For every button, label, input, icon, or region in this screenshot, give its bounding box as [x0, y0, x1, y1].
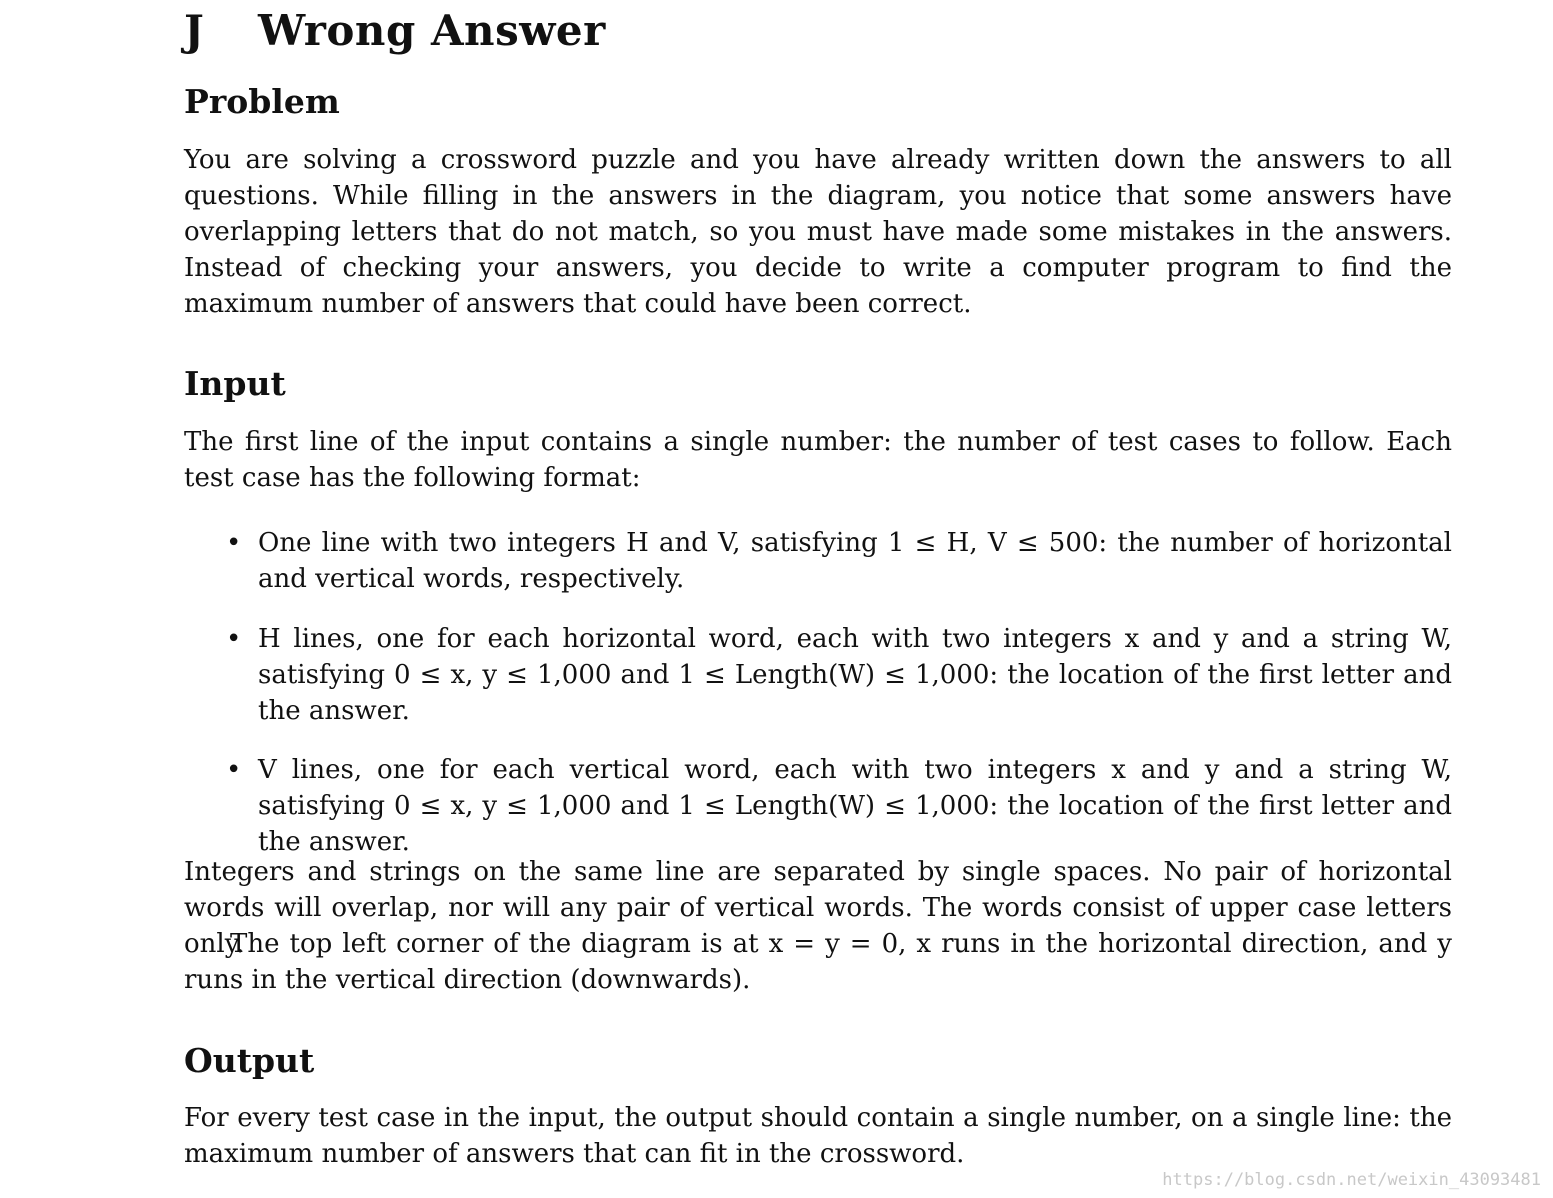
list-item-text: One line with two integers H and V, satisfying 1 ≤ H, V ≤ 500: the number of horizontal and vertical words, respectively.: [258, 528, 1452, 594]
bullet-icon: •: [226, 624, 242, 654]
list-item: [226, 525, 1452, 597]
output-heading: Output: [184, 1041, 315, 1080]
list-item: [226, 621, 1452, 729]
bullet-icon: •: [226, 755, 242, 785]
problem-letter: J: [184, 6, 205, 55]
output-text: For every test case in the input, the output should contain a single number, on a single line: the maximum number of answers that can fit in the crossword.: [184, 1103, 1452, 1169]
problem-text: You are solving a crossword puzzle and you have already written down the answers to all questions. While filling in the answers in the diagram, you notice that some answers have overlapping letters that do not match, so you must have made some mistakes in the answers. Instead of checking your answers, you decide to write a computer program to find the maximum number of answers that could have been correct.: [184, 145, 1452, 319]
input-heading: Input: [184, 364, 286, 403]
watermark: https://blog.csdn.net/weixin_43093481: [1162, 1170, 1541, 1190]
bullet-icon: •: [226, 528, 242, 558]
problem-title: [184, 6, 606, 55]
input-intro: The first line of the input contains a single number: the number of test cases to follow. Each test case has the following format:: [184, 427, 1452, 493]
list-item-text: H lines, one for each horizontal word, each with two integers x and y and a string W, satisfying 0 ≤ x, y ≤ 1,000 and 1 ≤ Length(W) ≤ 1,000: the location of the first letter and the answer.: [258, 624, 1452, 726]
input-note-spacing: Integers and strings on the same line are separated by single spaces. No pair of horizontal words will overlap, nor will any pair of vertical words. The words consist of upper case letters only.: [184, 857, 1452, 959]
list-item: [226, 752, 1452, 860]
input-note-coordinates-text: The top left corner of the diagram is at x = y = 0, x runs in the horizontal direction, and y runs in the vertical direction (downwards).: [184, 929, 1452, 995]
problem-heading: Problem: [184, 82, 340, 121]
problem-name: Wrong Answer: [258, 6, 606, 55]
list-item-text: V lines, one for each vertical word, each with two integers x and y and a string W, satisfying 0 ≤ x, y ≤ 1,000 and 1 ≤ Length(W) ≤ 1,000: the location of the first letter and the answer.: [258, 755, 1452, 857]
input-note-coordinates: [184, 926, 1452, 998]
